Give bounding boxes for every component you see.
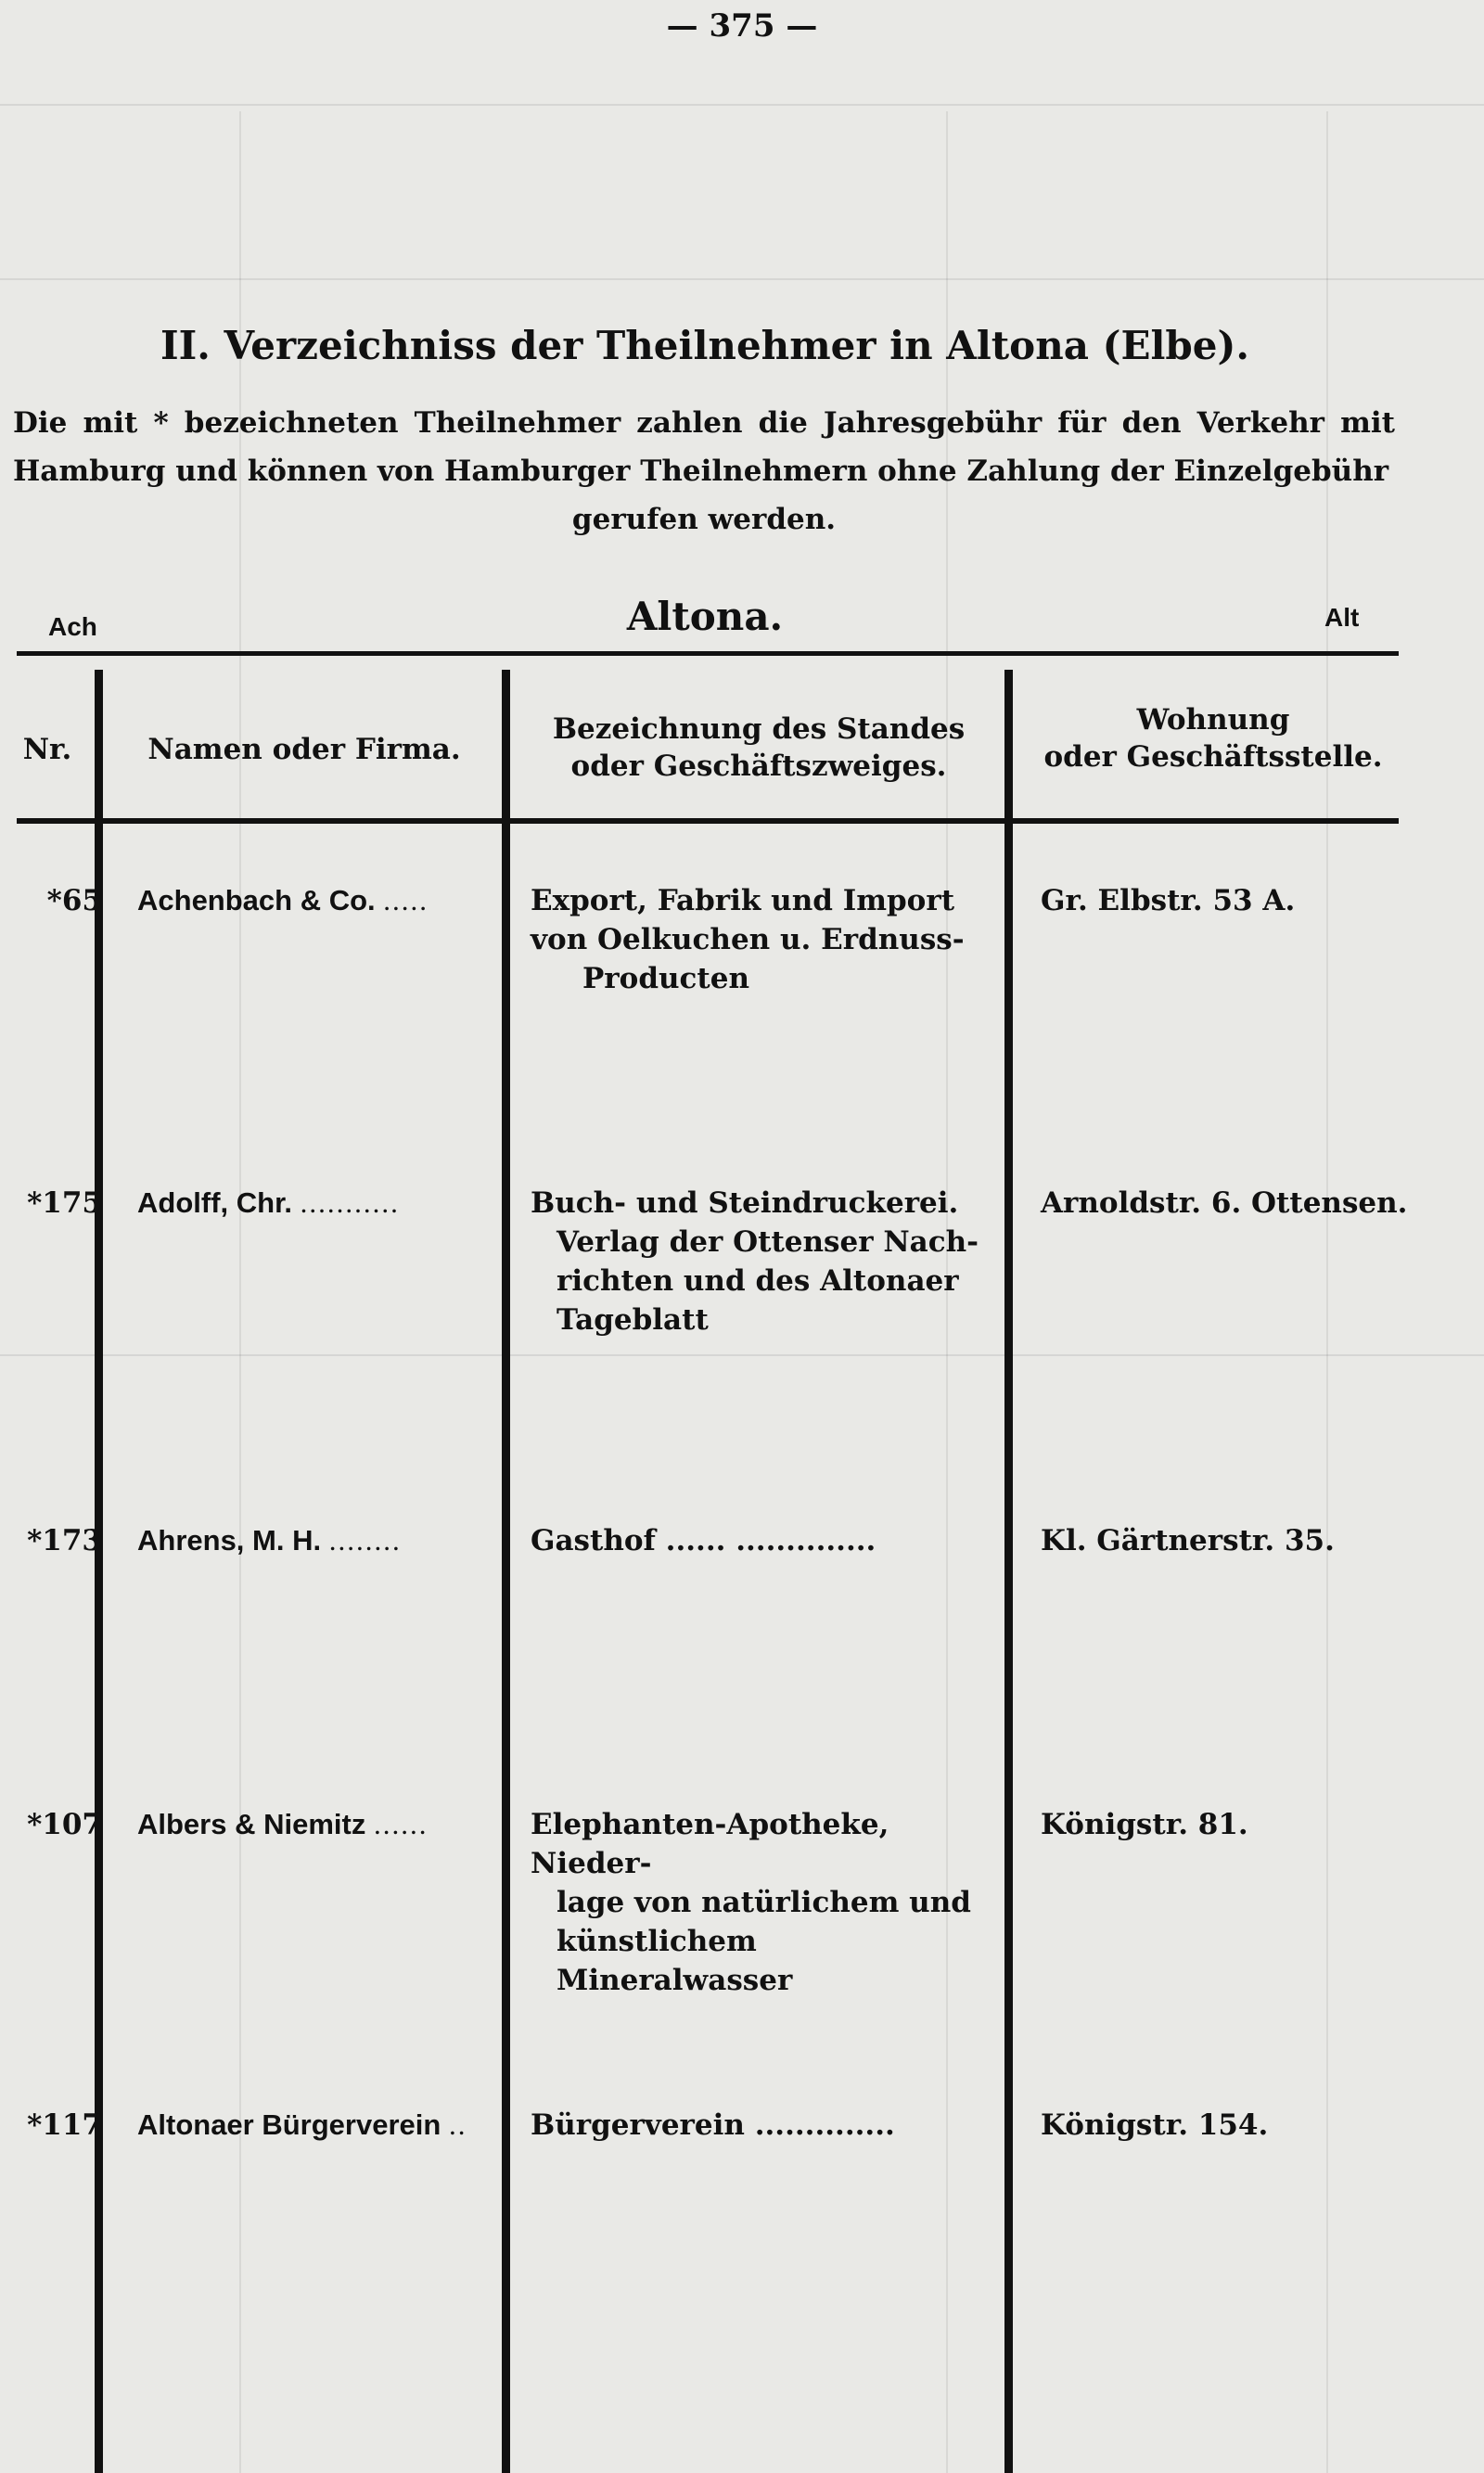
bleed-line (0, 1354, 1484, 1356)
entry-name (137, 881, 490, 920)
description-line: Producten (582, 962, 749, 995)
bleed-line (0, 278, 1484, 280)
entry-description (531, 1184, 1002, 1339)
page-number: — 375 — (666, 7, 818, 45)
entry-address: Gr. Elbstr. 53 A. (1041, 884, 1296, 917)
dot-leader: .. (448, 2108, 467, 2141)
column-divider (95, 670, 103, 2473)
dot-leader: ........ (328, 1524, 402, 1557)
running-tag-left: Ach (48, 612, 97, 641)
entry-description (531, 2106, 1002, 2145)
entry-address: Arnoldstr. 6. Ottensen. (1041, 1186, 1408, 1220)
entry-description (531, 881, 1002, 998)
entry-name (137, 1805, 490, 1844)
description-line: lage von natürlichem und (556, 1886, 971, 1919)
entry-number: *117 (27, 2108, 102, 2142)
bleed-line (0, 104, 1484, 106)
table-top-rule (17, 651, 1399, 656)
entry-number: *107 (27, 1808, 102, 1841)
column-header-nr: Nr. (22, 733, 72, 766)
column-header-addr-line: Wohnung (1136, 703, 1290, 737)
running-tag-right: Alt (1324, 603, 1360, 632)
entry-address: Kl. Gärtnerstr. 35. (1041, 1524, 1335, 1557)
column-header-desc (516, 711, 1002, 785)
entry-number: *173 (27, 1524, 102, 1557)
description-line: von Oelkuchen u. Erdnuss- (531, 923, 965, 956)
page-title: II. Verzeichniss der Theilnehmer in Altona (Elbe). (160, 323, 1249, 368)
entry-description (531, 1521, 1002, 1560)
dot-leader: ..... (383, 884, 429, 916)
entry-number: *65 (46, 884, 102, 917)
intro-paragraph (13, 399, 1395, 544)
entry-number: *175 (27, 1186, 102, 1220)
description-line: künstlichem Mineralwasser (556, 1925, 793, 1997)
dot-leader: ........... (300, 1186, 400, 1219)
description-line: Tageblatt (556, 1303, 709, 1337)
column-divider (502, 670, 510, 2473)
entry-name (137, 2106, 490, 2145)
description-line: Buch- und Steindruckerei. (531, 1186, 959, 1220)
description-line: Verlag der Ottenser Nach- (556, 1225, 979, 1259)
description-line: Elephanten-Apotheke, Nieder- (531, 1808, 889, 1880)
column-header-desc-line: oder Geschäftszweiges. (570, 750, 947, 783)
entry-address: Königstr. 81. (1041, 1808, 1248, 1841)
description-line: richten und des Altonaer (556, 1264, 959, 1298)
entry-name (137, 1521, 490, 1560)
entry-name-text: Adolff, Chr. (137, 1186, 293, 1219)
column-header-addr (1018, 701, 1408, 775)
entry-name-text: Albers & Niemitz (137, 1808, 366, 1840)
intro-text: Die mit * bezeichneten Theilnehmer zahlen die Jahresgebühr für den Verkehr mit Hamburg und können von Hamburger Theilnehmern ohne Zahlung der Einzelgebühr (13, 406, 1395, 488)
entry-description (531, 1805, 1002, 2000)
column-header-addr-line: oder Geschäftsstelle. (1043, 740, 1383, 774)
column-divider (1004, 670, 1013, 2473)
column-header-desc-line: Bezeichnung des Standes (552, 712, 966, 746)
description-line: Bürgerverein .............. (531, 2108, 895, 2142)
table-header-rule (17, 818, 1399, 824)
entry-name-text: Achenbach & Co. (137, 884, 376, 916)
entry-name-text: Altonaer Bürgerverein (137, 2108, 441, 2141)
description-line: Export, Fabrik und Import (531, 884, 955, 917)
entry-address: Königstr. 154. (1041, 2108, 1269, 2142)
dot-leader: ...... (373, 1808, 429, 1840)
column-header-name: Namen oder Firma. (147, 733, 461, 766)
description-line: Gasthof ...... .............. (531, 1524, 876, 1557)
section-title: Altona. (626, 594, 784, 639)
entry-name (137, 1184, 490, 1223)
entry-name-text: Ahrens, M. H. (137, 1524, 322, 1557)
intro-text-last: gerufen werden. (571, 503, 837, 536)
